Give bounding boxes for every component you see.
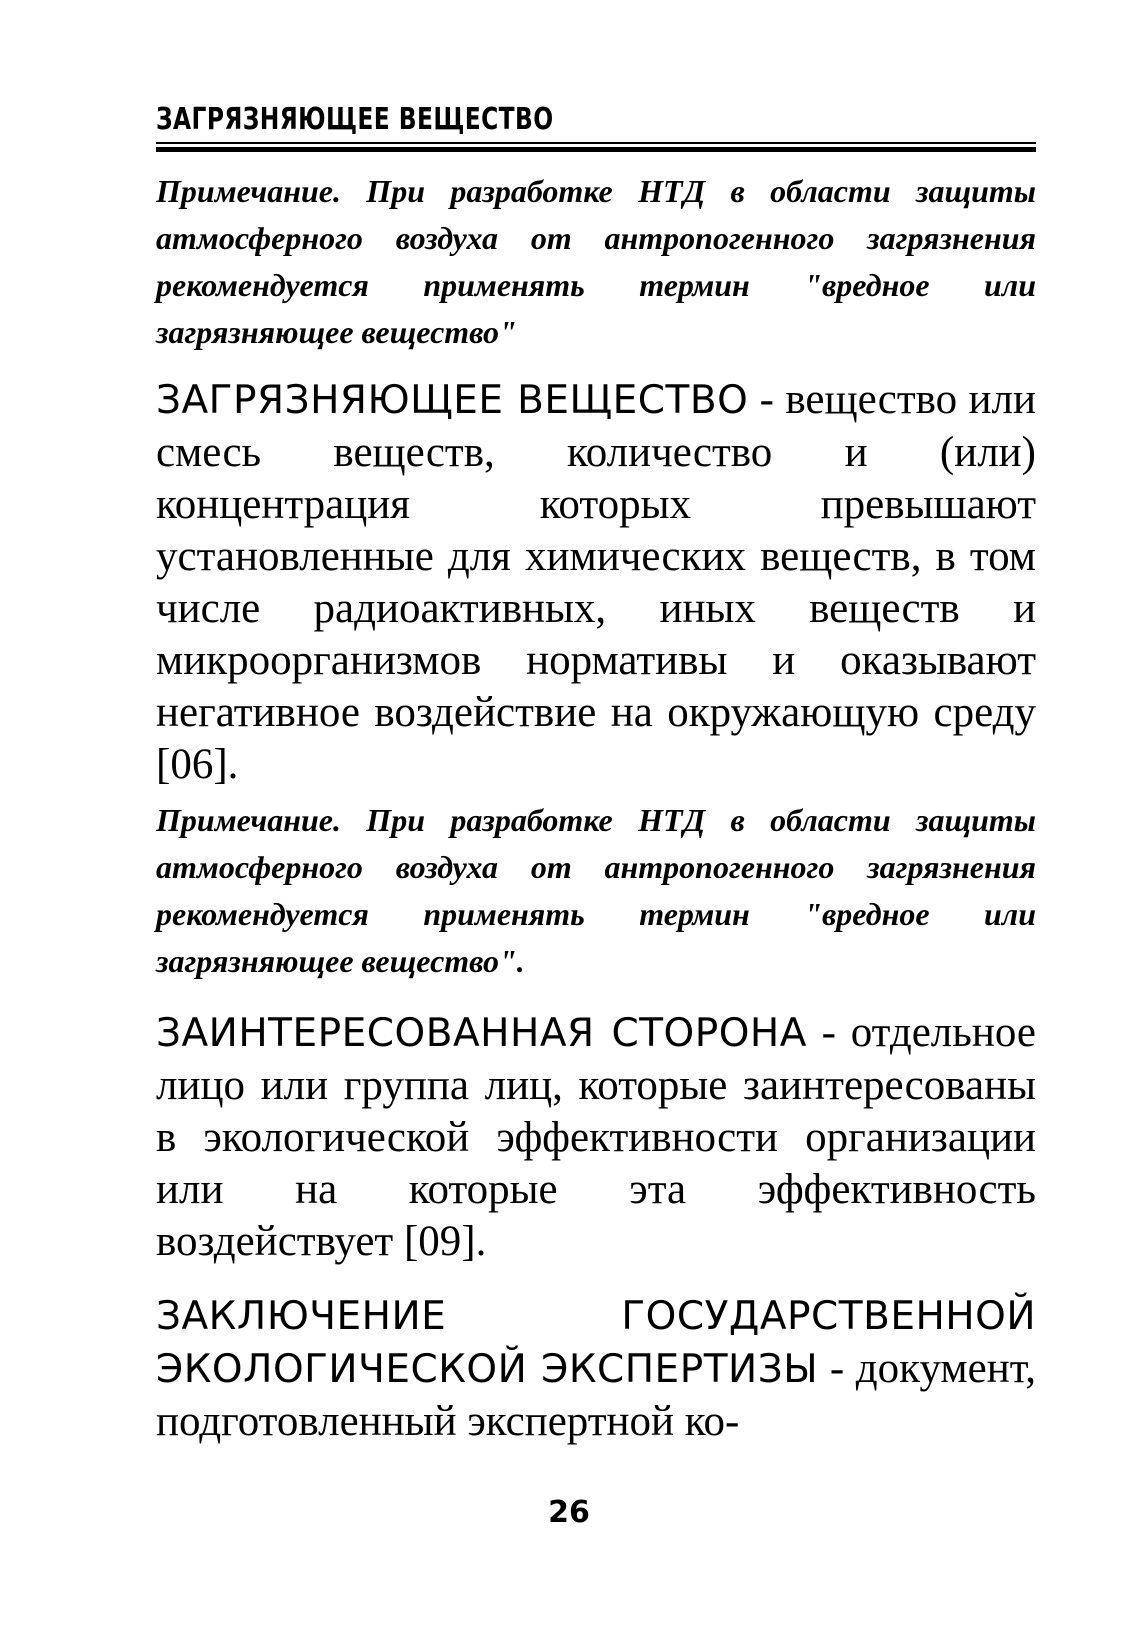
entry-term: ЗАГРЯЗНЯЮЩЕЕ ВЕЩЕСТВО <box>156 378 749 423</box>
entry-definition: - вещество или смесь веществ, количество и (или) концентрация которых превышают установленные для химических веществ, в том числе радиоактивных, иных веществ и микроорганизмов нормативы и оказывают негативное воздействие на окружающую среду [06]. <box>156 376 1036 788</box>
note-top: Примечание. При разработке НТД в области защиты атмосферного воздуха от антропогенного загрязнения рекомендуется применять термин "вредное или загрязняющее вещество" <box>156 173 1036 350</box>
entry-definition: - отдельное лицо или группа лиц, которые заинтересованы в экологической эффективности организации или на которые эта эффективность воздействует [09]. <box>156 1009 1037 1265</box>
entry-definition: - документ, подготовленный экспертной ко- <box>156 1345 1037 1445</box>
page-number: 26 <box>548 1495 590 1530</box>
entry-state-expertise-conclusion <box>156 1290 1036 1448</box>
header-rule-thick <box>156 147 1036 152</box>
entry-term: ЗАКЛЮЧЕНИЕ ГОСУДАРСТВЕННОЙ ЭКОЛОГИЧЕСКОЙ ЭКСПЕРТИЗЫ <box>156 1294 1036 1392</box>
entry-polluting-substance <box>156 374 1036 791</box>
page-content <box>156 168 1036 1448</box>
note-middle: Примечание. При разработке НТД в области защиты атмосферного воздуха от антропогенного загрязнения рекомендуется применять термин "вредное или загрязняющее вещество". <box>156 802 1036 979</box>
entry-term: ЗАИНТЕРЕСОВАННАЯ СТОРОНА <box>156 1011 807 1056</box>
running-head: ЗАГРЯЗНЯЮЩЕЕ ВЕЩЕСТВО <box>156 102 554 137</box>
entry-interested-party <box>156 1007 1036 1268</box>
header-rule-thin <box>156 142 1036 144</box>
